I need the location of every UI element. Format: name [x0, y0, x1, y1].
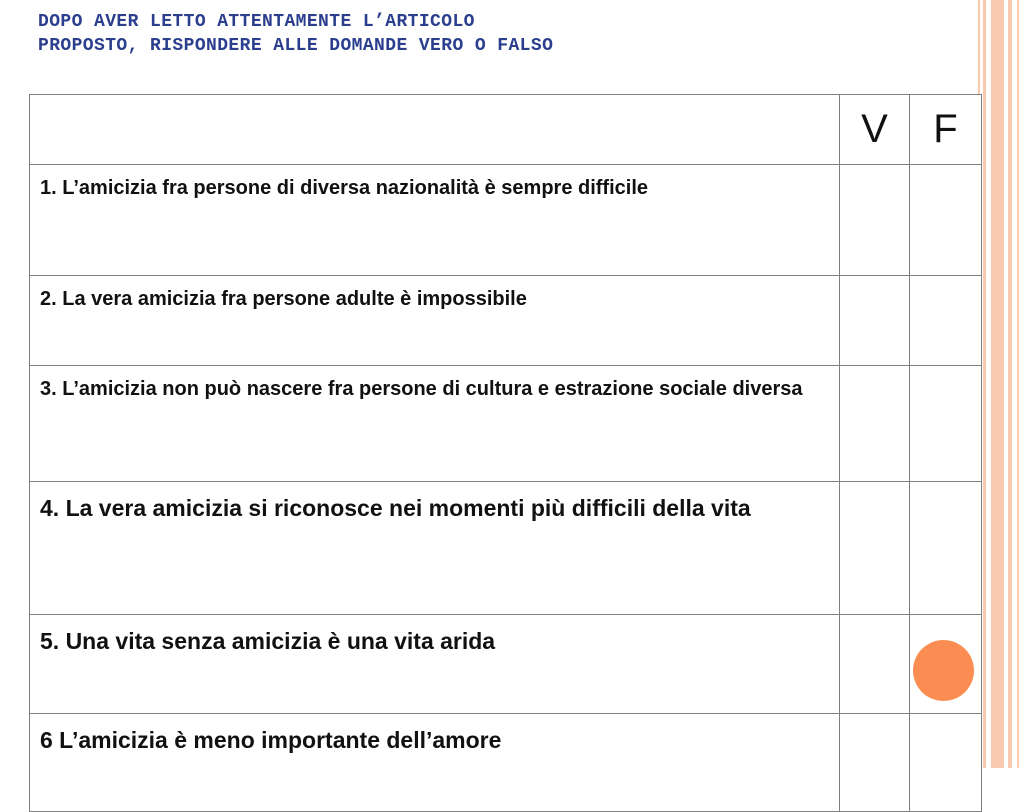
- header-true-column: V: [840, 95, 910, 165]
- answer-false-cell-4[interactable]: [910, 482, 982, 615]
- answer-false-cell-6[interactable]: [910, 714, 982, 812]
- answer-false-cell-2[interactable]: [910, 276, 982, 366]
- answer-true-cell-3[interactable]: [840, 366, 910, 482]
- true-false-table: [29, 94, 982, 812]
- table-row: [30, 714, 982, 812]
- question-4: 4. La vera amicizia si riconosce nei momenti più difficili della vita: [30, 482, 840, 615]
- table-row: [30, 366, 982, 482]
- stripe: [1017, 0, 1019, 768]
- header-false-column: F: [910, 95, 982, 165]
- decorative-orange-circle: [913, 640, 974, 701]
- table-row: [30, 276, 982, 366]
- answer-true-cell-4[interactable]: [840, 482, 910, 615]
- answer-false-cell-3[interactable]: [910, 366, 982, 482]
- stripe: [991, 0, 1004, 768]
- question-1: 1. L’amicizia fra persone di diversa nazionalità è sempre difficile: [30, 165, 840, 276]
- answer-true-cell-2[interactable]: [840, 276, 910, 366]
- question-6: 6 L’amicizia è meno importante dell’amore: [30, 714, 840, 812]
- table-row: [30, 165, 982, 276]
- title-line-2: PROPOSTO, RISPONDERE ALLE DOMANDE VERO O FALSO: [38, 36, 554, 56]
- answer-true-cell-6[interactable]: [840, 714, 910, 812]
- header-empty-cell: [30, 95, 840, 165]
- answer-true-cell-5[interactable]: [840, 615, 910, 714]
- question-2: 2. La vera amicizia fra persone adulte è impossibile: [30, 276, 840, 366]
- answer-false-cell-1[interactable]: [910, 165, 982, 276]
- table-row: [30, 615, 982, 714]
- answer-true-cell-1[interactable]: [840, 165, 910, 276]
- question-5: 5. Una vita senza amicizia è una vita arida: [30, 615, 840, 714]
- stripe: [1008, 0, 1012, 768]
- question-3: 3. L’amicizia non può nascere fra persone di cultura e estrazione sociale diversa: [30, 366, 840, 482]
- page-title: [38, 10, 553, 58]
- decorative-side-stripes: [978, 0, 1024, 768]
- title-line-1: DOPO AVER LETTO ATTENTAMENTE L’ARTICOLO: [38, 12, 475, 32]
- table-row: [30, 482, 982, 615]
- table-header-row: [30, 95, 982, 165]
- stripe: [983, 0, 986, 768]
